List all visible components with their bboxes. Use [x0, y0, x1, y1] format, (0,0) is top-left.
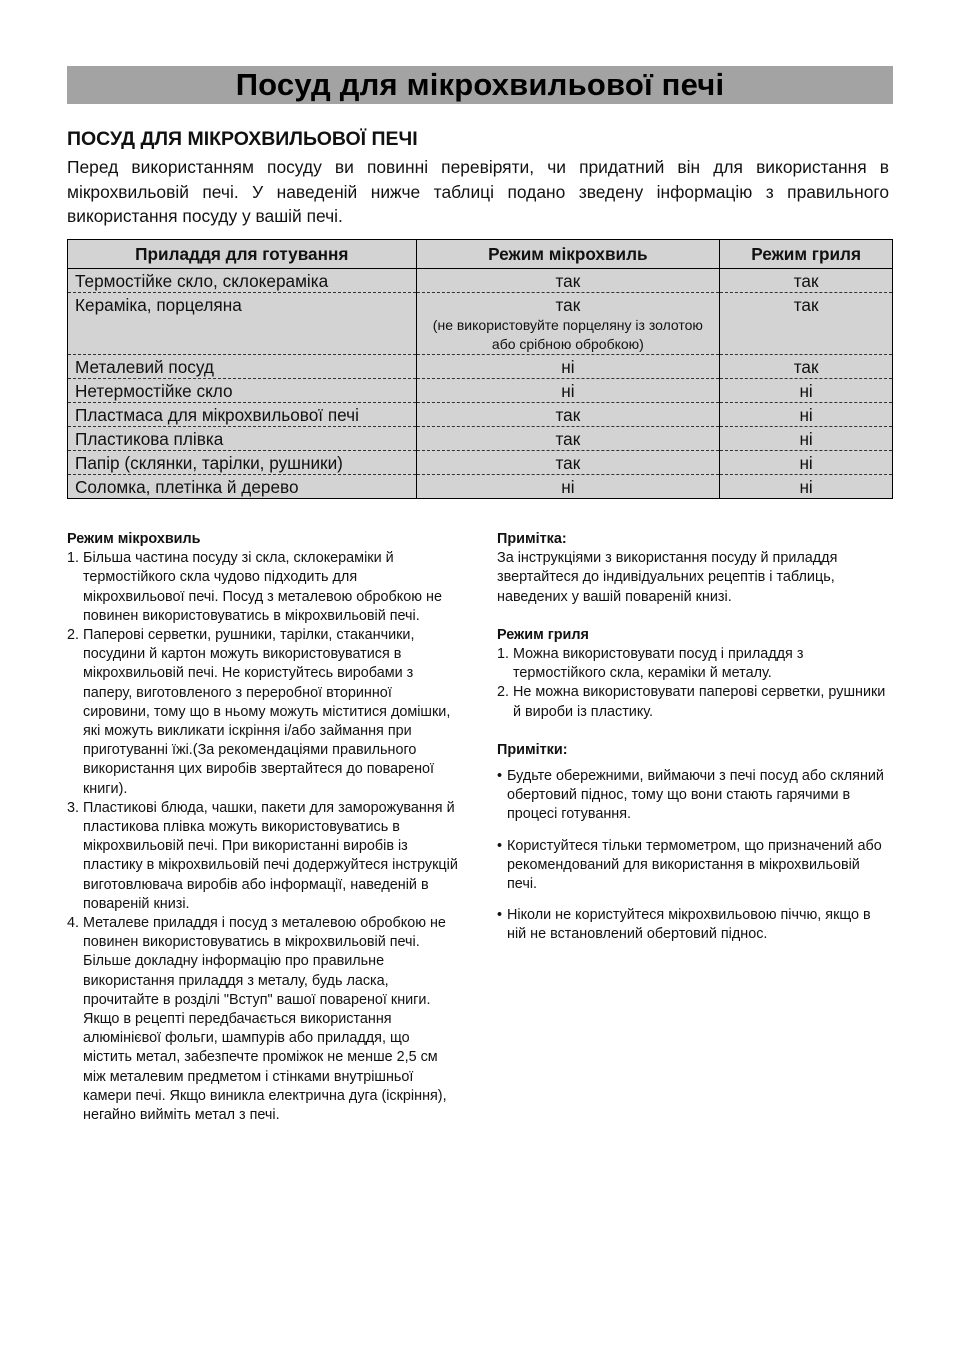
table-row [68, 427, 893, 451]
grill-mode-list [497, 645, 891, 722]
grill-cell: ні [720, 379, 893, 403]
table-row [68, 293, 893, 355]
page-banner [67, 66, 893, 104]
grill-cell: ні [720, 451, 893, 475]
list-item: 1. Можна використовувати посуд і приладдя з термостійкого скла, кераміки й металу. [513, 645, 891, 683]
intro-paragraph: Перед використанням посуду ви повинні перевіряти, чи придатний він для використання в мікрохвильовій печі. У наведеній нижче таблиці подано зведену інформацію з правильного використання посуду у вашій печі. [67, 157, 889, 226]
cookware-cell: Металевий посуд [68, 355, 417, 379]
list-item: • Ніколи не користуйтеся мікрохвильовою піччю, якщо в ній не встановлений обертовий піднос. [497, 906, 891, 944]
grill-cell: так [720, 355, 893, 379]
microwave-cell: ні [416, 475, 720, 499]
table-row [68, 355, 893, 379]
table-row [68, 451, 893, 475]
microwave-mode-section [67, 530, 459, 1125]
microwave-cell: так [416, 403, 720, 427]
header-cookware: Приладдя для готування [68, 240, 417, 269]
note-heading: Примітка: [497, 531, 567, 547]
cookware-cell: Кераміка, порцеляна [68, 293, 417, 355]
cookware-cell: Термостійке скло, склокераміка [68, 269, 417, 293]
table-header-row [68, 240, 893, 269]
notes-heading: Примітки: [497, 741, 568, 758]
microwave-cell: так [416, 451, 720, 475]
microwave-value: так [555, 295, 581, 315]
cookware-cell: Пластмаса для мікрохвильової печі [68, 403, 417, 427]
grill-cell: так [720, 269, 893, 293]
grill-cell: ні [720, 427, 893, 451]
table-row [68, 403, 893, 427]
section-title: ПОСУД ДЛЯ МІКРОХВИЛЬОВОЇ ПЕЧІ [67, 128, 418, 150]
cookware-cell: Соломка, плетінка й дерево [68, 475, 417, 499]
microwave-mode-heading: Режим мікрохвиль [67, 531, 201, 547]
note-text: За інструкціями з використання посуду й приладдя звертайтеся до індивідуальних рецептів і таблиць, наведених у вашій повареній книзі. [497, 550, 838, 605]
list-item: • Будьте обережними, виймаючи з печі посуд або скляний обертовий піднос, тому що вони стають гарячими в процесі готування. [497, 767, 891, 825]
cookware-cell: Нетермостійке скло [68, 379, 417, 403]
list-item: 3. Пластикові блюда, чашки, пакети для заморожування й пластикова плівка можуть використовуватись в мікрохвильовій печі. При використанні виробів із пластику в мікрохвильовій печі додержуйтеся інструкцій виготовлювача виробів або інформації, наведеній в повареній книзі. [83, 799, 459, 914]
banner-title: Посуд для мікрохвильової печі [235, 67, 725, 102]
microwave-cell: так [416, 427, 720, 451]
list-item: 2. Паперові серветки, рушники, тарілки, стаканчики, посудини й картон можуть використовуватися в мікрохвильовій печі. Не користуйтесь виробами з паперу, виготовленого з переробної вторинної сировини, тому що в ньому можуть міститися домішки, які можуть викликати іскріння і/або займання при приготуванні їжі.(За рекомендаціями правильного використання цих виробів звертайтеся до повареної книги). [83, 626, 459, 799]
cookware-cell: Пластикова плівка [68, 427, 417, 451]
cookware-table [67, 239, 893, 499]
microwave-cell [416, 293, 720, 355]
table-row [68, 269, 893, 293]
grill-cell: так [720, 293, 893, 355]
microwave-cell: ні [416, 379, 720, 403]
microwave-note: (не використовуйте порцеляну із золотою або срібною обробкою) [432, 317, 703, 352]
list-item: 2. Не можна використовувати паперові серветки, рушники й вироби із пластику. [513, 683, 891, 721]
microwave-mode-list [67, 549, 459, 1125]
grill-cell: ні [720, 475, 893, 499]
right-column [497, 530, 891, 957]
header-microwave: Режим мікрохвиль [416, 240, 720, 269]
header-grill: Режим гриля [720, 240, 893, 269]
microwave-cell: так [416, 269, 720, 293]
grill-mode-heading: Режим гриля [497, 626, 589, 643]
grill-cell: ні [720, 403, 893, 427]
list-item: 4. Металеве приладдя і посуд з металевою обробкою не повинен використовуватись в мікрохвильовій печі. Більше докладну інформацію про правильне використання приладдя з металу, будь ласка, прочитайте в розділі "Вступ" вашої повареної книги. Якщо в рецепті передбачається використання алюмінієвої фольги, шампурів або приладдя, що містить метал, забезпечте проміжок не менше 2,5 см між металевим предметом і стінками внутрішньої камери печі. Якщо виникла електрична дуга (іскріння), негайно вийміть метал з печі. [83, 914, 459, 1125]
table-row [68, 379, 893, 403]
table-row [68, 475, 893, 499]
list-item: • Користуйтеся тільки термометром, що призначений або рекомендований для використання в мікрохвильовій печі. [497, 837, 891, 895]
microwave-cell: ні [416, 355, 720, 379]
cookware-cell: Папір (склянки, тарілки, рушники) [68, 451, 417, 475]
notes-list [497, 767, 891, 945]
list-item: 1. Більша частина посуду зі скла, склокераміки й термостійкого скла чудово підходить для мікрохвильової печі. Посуд з металевою обробкою не повинен використовуватись в мікрохвильовій печі. [83, 549, 459, 626]
